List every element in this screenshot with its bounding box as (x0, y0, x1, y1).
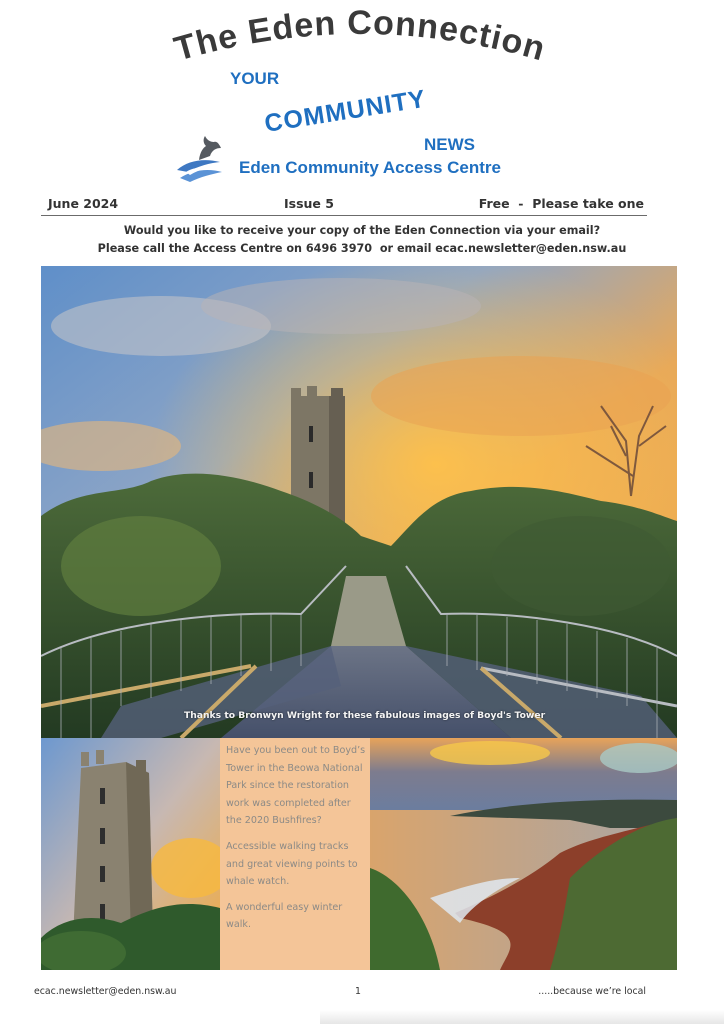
info-paragraph: A wonderful easy winter walk. (226, 901, 343, 931)
boyds-tower-info-box (220, 738, 370, 970)
footer-email-link[interactable]: ecac.newsletter@eden.nsw.au (34, 986, 177, 997)
tagline-news: NEWS (424, 135, 475, 154)
tagline-your: YOUR (230, 69, 280, 88)
main-photo-boyds-tower-boardwalk (41, 266, 677, 738)
info-paragraph: Accessible walking tracks and great viewing points to whale watch. (226, 840, 358, 888)
issue-bar (48, 194, 648, 214)
tower-close-up-photo (41, 738, 220, 970)
page-footer (34, 984, 646, 1000)
info-paragraph: Have you been out to Boyd’s Tower in the Beowa National Park since the restoration work was completed after the 2020 Bushfires? (226, 745, 366, 827)
coastline-photo (370, 738, 677, 970)
masthead (0, 0, 724, 190)
tagline-community: COMMUNITY (262, 84, 429, 138)
scan-edge-shadow (320, 1010, 724, 1024)
whale-tail-logo-icon (177, 136, 222, 182)
issue-price: Free - Please take one (478, 196, 644, 211)
issue-number: Issue 5 (284, 196, 334, 211)
footer-tagline: .....because we’re local (538, 986, 646, 997)
newsletter-title: The Eden Connection (170, 3, 550, 69)
subscribe-line-1: Would you like to receive your copy of the Eden Connection via your email? (123, 224, 601, 237)
header-divider (41, 215, 647, 216)
organisation-name: Eden Community Access Centre (239, 158, 501, 177)
issue-date: June 2024 (48, 196, 119, 211)
subscribe-line-2: Please call the Access Centre on 6496 3970 or email ecac.newsletter@eden.nsw.au (97, 242, 627, 255)
subscribe-notice (40, 222, 684, 258)
page-number: 1 (355, 986, 361, 997)
photo-caption: Thanks to Bronwyn Wright for these fabulous images of Boyd's Tower (184, 710, 546, 721)
